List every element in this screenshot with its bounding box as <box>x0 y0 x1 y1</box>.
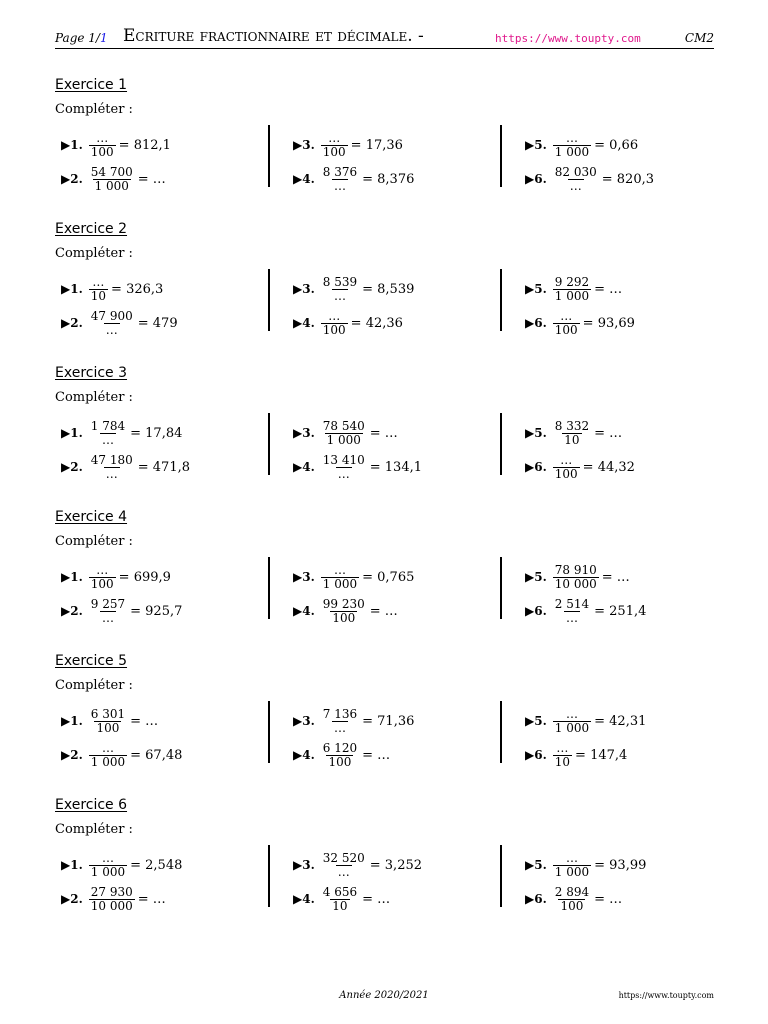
question-number: ▶1. <box>61 138 83 152</box>
question-item <box>293 705 414 737</box>
fraction-denominator: 100 <box>322 322 346 337</box>
fraction-numerator: 8 332 <box>554 418 590 433</box>
question-item <box>293 163 414 195</box>
fraction-denominator: 1 000 <box>554 720 590 735</box>
question-number: ▶1. <box>61 714 83 728</box>
question-item <box>525 849 646 881</box>
fraction-numerator: … <box>565 130 578 145</box>
equation-result: = 812,1 <box>118 137 171 153</box>
fraction-numerator: … <box>96 562 109 577</box>
question-item <box>293 849 422 881</box>
fraction <box>553 276 591 303</box>
fraction-numerator: 6 120 <box>322 740 358 755</box>
fraction-numerator: 32 520 <box>322 850 365 865</box>
exercise-instruction: Compléter : <box>55 822 133 837</box>
fraction-numerator: 78 910 <box>554 562 597 577</box>
question-number: ▶4. <box>293 748 315 762</box>
question-number: ▶2. <box>61 748 83 762</box>
equation-result: = 2,548 <box>130 857 183 873</box>
question-item <box>525 883 622 915</box>
fraction <box>89 708 127 735</box>
question-column <box>293 129 473 199</box>
page-label: Page 1/ <box>55 31 100 45</box>
exercise-block <box>55 365 714 495</box>
question-number: ▶6. <box>525 172 547 186</box>
question-number: ▶6. <box>525 748 547 762</box>
fraction-numerator: … <box>333 562 346 577</box>
fraction-denominator: 100 <box>322 144 346 159</box>
question-column <box>61 273 241 343</box>
fraction-numerator: … <box>101 850 114 865</box>
fraction-numerator: 2 894 <box>554 884 590 899</box>
exercise-title: Exercice 2 <box>55 221 128 237</box>
equation-result: = … <box>137 891 166 907</box>
equation-result: = 925,7 <box>130 603 183 619</box>
exercise-block <box>55 797 714 927</box>
question-item <box>525 417 622 449</box>
exercise-instruction: Compléter : <box>55 678 133 693</box>
question-number: ▶5. <box>525 714 547 728</box>
question-item <box>61 163 166 195</box>
exercise-title: Exercice 6 <box>55 797 128 813</box>
fraction-denominator: 10 <box>554 754 571 769</box>
equation-result: = 326,3 <box>111 281 164 297</box>
question-number: ▶6. <box>525 460 547 474</box>
fraction-numerator: 47 180 <box>90 452 133 467</box>
question-item <box>61 451 190 483</box>
exercise-instruction: Compléter : <box>55 102 133 117</box>
equation-result: = 71,36 <box>362 713 415 729</box>
question-column <box>293 417 473 487</box>
fraction-denominator: 10 000 <box>90 898 133 913</box>
fraction-denominator: 100 <box>332 610 356 625</box>
equation-result: = 251,4 <box>594 603 647 619</box>
fraction-denominator: 1 000 <box>554 144 590 159</box>
fraction-numerator: … <box>96 130 109 145</box>
equation-result: = … <box>362 747 391 763</box>
question-column <box>525 561 705 631</box>
fraction-numerator: 27 930 <box>90 884 133 899</box>
equation-result: = 17,36 <box>350 137 403 153</box>
question-column <box>293 561 473 631</box>
equation-result: = … <box>594 891 623 907</box>
fraction-denominator: 1 000 <box>90 754 126 769</box>
fraction-denominator: 10 <box>564 432 580 447</box>
fraction-numerator: 4 656 <box>322 884 358 899</box>
question-number: ▶3. <box>293 858 315 872</box>
question-item <box>61 705 158 737</box>
question-item <box>525 739 627 771</box>
question-item <box>525 705 646 737</box>
question-number: ▶4. <box>293 460 315 474</box>
equation-result: = 93,99 <box>594 857 647 873</box>
fraction <box>89 166 135 193</box>
fraction <box>321 598 367 625</box>
equation-result: = 8,376 <box>362 171 415 187</box>
question-item <box>525 307 635 339</box>
fraction-numerator: 9 257 <box>90 596 126 611</box>
fraction-denominator: 100 <box>96 720 120 735</box>
exercise-instruction: Compléter : <box>55 390 133 405</box>
equation-result: = … <box>601 569 630 585</box>
fraction-denominator: … <box>337 466 350 481</box>
fraction <box>553 564 599 591</box>
footer-year: Année 2020/2021 <box>339 990 429 1001</box>
equation-result: = 0,765 <box>362 569 415 585</box>
equation-result: = 699,9 <box>118 569 171 585</box>
fraction-numerator: … <box>565 850 578 865</box>
grade-level: CM2 <box>684 31 714 45</box>
fraction-numerator: 1 784 <box>90 418 126 433</box>
question-item <box>525 451 635 483</box>
column-separator <box>500 557 502 619</box>
fraction-numerator: 9 292 <box>554 274 590 289</box>
fraction-denominator: 1 000 <box>322 576 358 591</box>
question-column <box>293 273 473 343</box>
fraction <box>321 564 359 591</box>
fraction-denominator: 100 <box>328 754 352 769</box>
equation-result: = … <box>594 425 623 441</box>
column-separator <box>268 413 270 475</box>
equation-result: = 8,539 <box>362 281 415 297</box>
fraction-denominator: 100 <box>554 322 578 337</box>
equation-result: = … <box>369 603 398 619</box>
fraction <box>89 886 135 913</box>
fraction-denominator: 1 000 <box>326 432 361 447</box>
fraction-numerator: 2 514 <box>554 596 590 611</box>
exercise-block <box>55 77 714 207</box>
question-number: ▶1. <box>61 282 83 296</box>
fraction <box>553 742 572 769</box>
fraction <box>89 420 127 447</box>
fraction-denominator: … <box>333 178 346 193</box>
fraction-numerator: … <box>92 274 105 289</box>
question-number: ▶2. <box>61 460 83 474</box>
equation-result: = 3,252 <box>369 857 423 873</box>
fraction <box>321 708 359 735</box>
equation-result: = 44,32 <box>582 459 635 475</box>
question-number: ▶3. <box>293 138 315 152</box>
fraction-denominator: … <box>101 610 114 625</box>
fraction <box>553 132 591 159</box>
fraction-denominator: … <box>105 322 118 337</box>
exercise-title: Exercice 1 <box>55 77 128 93</box>
fraction <box>89 310 135 337</box>
fraction-numerator: 47 900 <box>90 308 133 323</box>
fraction <box>553 166 599 193</box>
fraction <box>321 420 367 447</box>
fraction-numerator: 8 539 <box>322 274 358 289</box>
fraction-numerator: 82 030 <box>554 164 597 179</box>
exercise-title: Exercice 4 <box>55 509 128 525</box>
question-item <box>61 561 171 593</box>
equation-result: = 471,8 <box>137 459 191 475</box>
fraction <box>89 852 127 879</box>
question-number: ▶1. <box>61 426 83 440</box>
question-item <box>61 129 171 161</box>
equation-result: = 479 <box>137 315 178 331</box>
question-number: ▶2. <box>61 604 83 618</box>
fraction-denominator: 100 <box>554 466 578 481</box>
question-number: ▶4. <box>293 316 315 330</box>
column-separator <box>500 701 502 763</box>
fraction-denominator: 100 <box>560 898 584 913</box>
column-separator <box>500 845 502 907</box>
question-column <box>525 849 705 919</box>
column-separator <box>268 125 270 187</box>
fraction-denominator: … <box>105 466 118 481</box>
equation-result: = … <box>369 425 398 441</box>
column-separator <box>500 413 502 475</box>
question-item <box>293 451 422 483</box>
column-separator <box>268 701 270 763</box>
fraction-numerator: … <box>565 706 578 721</box>
column-separator <box>500 269 502 331</box>
footer-url: https://www.toupty.com <box>618 991 714 1000</box>
question-number: ▶2. <box>61 172 83 186</box>
header-url-link[interactable]: https://www.toupty.com <box>495 32 641 45</box>
question-number: ▶1. <box>61 570 83 584</box>
equation-result: = 93,69 <box>582 315 635 331</box>
question-item <box>525 163 654 195</box>
question-number: ▶2. <box>61 892 83 906</box>
question-number: ▶5. <box>525 282 547 296</box>
question-item <box>525 561 630 593</box>
exercise-instruction: Compléter : <box>55 534 133 549</box>
question-column <box>61 129 241 199</box>
fraction-denominator: 10 000 <box>554 576 597 591</box>
equation-result: = 42,36 <box>350 315 403 331</box>
question-number: ▶1. <box>61 858 83 872</box>
question-item <box>61 417 182 449</box>
question-number: ▶5. <box>525 426 547 440</box>
fraction-denominator: … <box>337 864 350 879</box>
fraction-denominator: 1 000 <box>554 288 590 303</box>
question-column <box>61 705 241 775</box>
fraction <box>553 598 591 625</box>
question-number: ▶3. <box>293 426 315 440</box>
column-separator <box>268 557 270 619</box>
fraction <box>321 852 367 879</box>
question-item <box>293 273 414 305</box>
question-number: ▶6. <box>525 892 547 906</box>
question-column <box>293 849 473 919</box>
exercise-title: Exercice 5 <box>55 653 128 669</box>
question-number: ▶6. <box>525 604 547 618</box>
fraction <box>321 742 359 769</box>
question-item <box>525 129 638 161</box>
document-title: Ecriture fractionnaire et décimale. - <box>123 26 424 46</box>
equation-result: = 0,66 <box>594 137 639 153</box>
fraction-denominator: … <box>101 432 114 447</box>
fraction-numerator: … <box>560 308 573 323</box>
fraction-denominator: 100 <box>90 576 114 591</box>
fraction-numerator: … <box>101 740 114 755</box>
question-item <box>61 307 178 339</box>
fraction <box>553 454 580 481</box>
fraction-denominator: 100 <box>90 144 114 159</box>
question-item <box>293 129 403 161</box>
question-number: ▶3. <box>293 714 315 728</box>
fraction-numerator: 54 700 <box>90 164 133 179</box>
question-column <box>61 561 241 631</box>
equation-result: = 147,4 <box>575 747 628 763</box>
question-column <box>293 705 473 775</box>
fraction-numerator: 13 410 <box>322 452 365 467</box>
fraction-numerator: … <box>560 452 573 467</box>
equation-result: = 820,3 <box>601 171 655 187</box>
equation-result: = 134,1 <box>369 459 423 475</box>
fraction <box>553 852 591 879</box>
fraction-denominator: 1 000 <box>94 178 129 193</box>
question-item <box>61 849 182 881</box>
question-number: ▶5. <box>525 858 547 872</box>
page-header <box>55 26 714 49</box>
fraction <box>321 454 367 481</box>
question-item <box>61 883 166 915</box>
fraction <box>321 132 348 159</box>
question-column <box>61 417 241 487</box>
fraction <box>89 132 116 159</box>
fraction-numerator: … <box>556 740 569 755</box>
fraction-denominator: 1 000 <box>90 864 126 879</box>
equation-result: = … <box>362 891 391 907</box>
fraction-denominator: … <box>569 178 582 193</box>
fraction <box>321 886 359 913</box>
question-item <box>293 739 390 771</box>
question-column <box>525 705 705 775</box>
question-number: ▶3. <box>293 282 315 296</box>
fraction <box>321 276 359 303</box>
fraction <box>89 742 127 769</box>
question-number: ▶6. <box>525 316 547 330</box>
column-separator <box>500 125 502 187</box>
question-number: ▶4. <box>293 892 315 906</box>
equation-result: = 67,48 <box>130 747 183 763</box>
fraction-numerator: 99 230 <box>322 596 365 611</box>
question-number: ▶5. <box>525 570 547 584</box>
question-item <box>525 595 646 627</box>
question-item <box>293 417 398 449</box>
fraction-numerator: 6 301 <box>90 706 126 721</box>
question-column <box>525 273 705 343</box>
exercise-block <box>55 653 714 783</box>
page-total-link[interactable]: 1 <box>99 31 108 45</box>
equation-result: = 42,31 <box>594 713 647 729</box>
question-column <box>525 417 705 487</box>
fraction <box>321 166 359 193</box>
question-column <box>525 129 705 199</box>
exercise-instruction: Compléter : <box>55 246 133 261</box>
fraction <box>553 420 591 447</box>
question-item <box>293 595 398 627</box>
page-indicator <box>55 31 108 45</box>
fraction <box>89 598 127 625</box>
fraction <box>321 310 348 337</box>
fraction <box>89 454 135 481</box>
column-separator <box>268 269 270 331</box>
equation-result: = … <box>594 281 623 297</box>
question-item <box>61 595 182 627</box>
question-number: ▶4. <box>293 172 315 186</box>
fraction-numerator: 8 376 <box>322 164 358 179</box>
fraction <box>89 564 116 591</box>
equation-result: = … <box>137 171 166 187</box>
fraction-denominator: 10 <box>332 898 348 913</box>
question-item <box>293 883 390 915</box>
equation-result: = … <box>130 713 159 729</box>
question-item <box>293 307 403 339</box>
question-item <box>61 739 182 771</box>
question-number: ▶4. <box>293 604 315 618</box>
question-number: ▶2. <box>61 316 83 330</box>
fraction-denominator: … <box>565 610 578 625</box>
exercise-block <box>55 221 714 351</box>
fraction-numerator: 78 540 <box>322 418 365 433</box>
column-separator <box>268 845 270 907</box>
fraction <box>553 886 591 913</box>
fraction-denominator: 1 000 <box>554 864 590 879</box>
fraction-denominator: … <box>333 720 346 735</box>
exercise-block <box>55 509 714 639</box>
fraction <box>553 310 580 337</box>
question-item <box>61 273 163 305</box>
exercise-title: Exercice 3 <box>55 365 128 381</box>
question-item <box>293 561 414 593</box>
fraction-denominator: 10 <box>90 288 107 303</box>
fraction-numerator: … <box>328 130 341 145</box>
fraction-numerator: 7 136 <box>322 706 358 721</box>
fraction-numerator: … <box>328 308 341 323</box>
question-number: ▶5. <box>525 138 547 152</box>
question-column <box>61 849 241 919</box>
equation-result: = 17,84 <box>130 425 183 441</box>
fraction-denominator: … <box>333 288 346 303</box>
question-number: ▶3. <box>293 570 315 584</box>
fraction <box>553 708 591 735</box>
fraction <box>89 276 108 303</box>
question-item <box>525 273 622 305</box>
